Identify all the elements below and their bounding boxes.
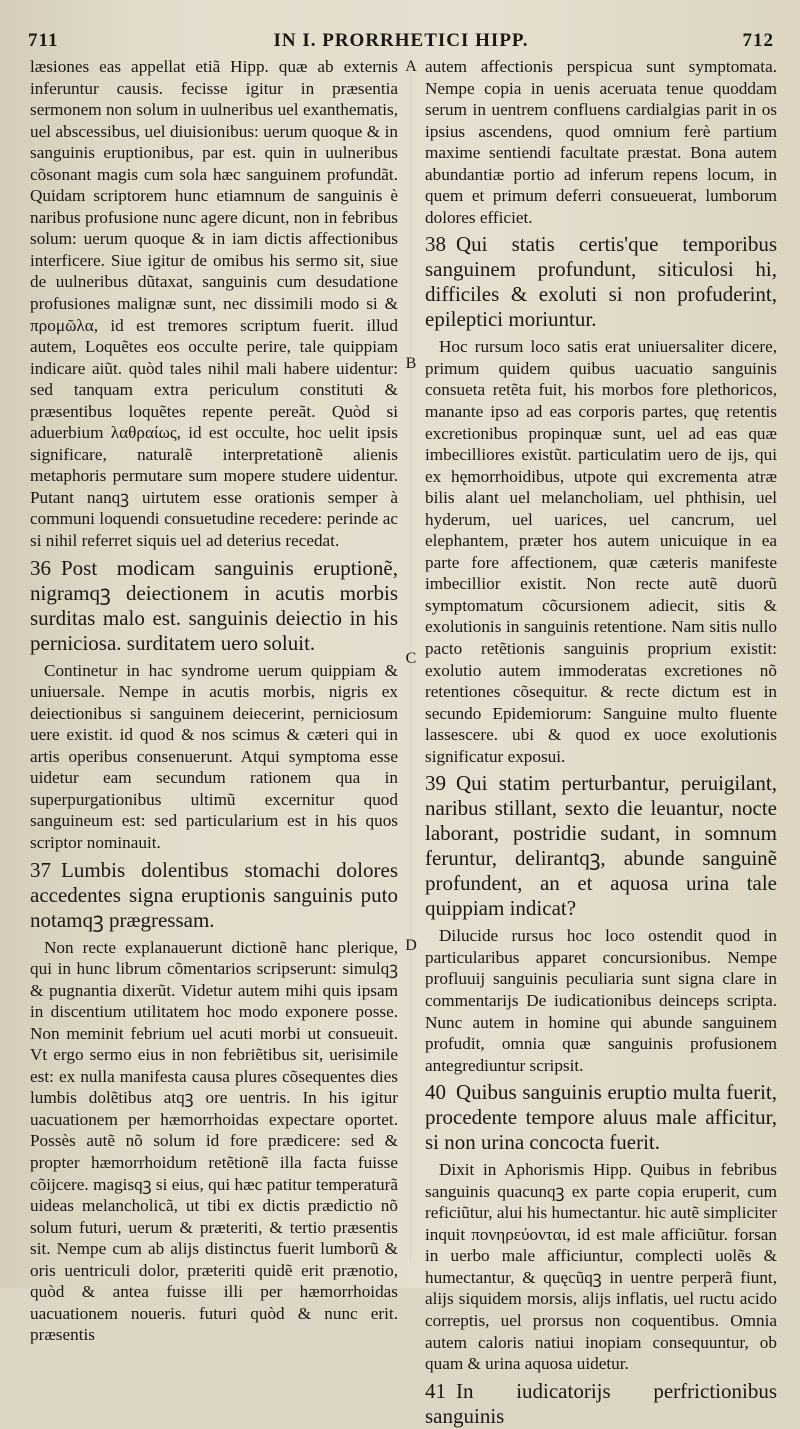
lemma-number: 38 [425,232,446,257]
lemma-40 [425,1080,777,1155]
running-title: IN I. PRORRHETICI HIPP. [273,30,529,51]
margin-letter-b: B [405,355,417,372]
lemma-number: 41 [425,1378,446,1403]
lemma-39 [425,771,777,921]
commentary-paragraph: Hoc rursum loco satis erat uniuersaliter dicere, primum quidem quibus uacuatio sanguinis consueta retẽta fuit, his morbos fore plethoricos, manante ipso ad eas corporis partes, quę retentis excretionibus propinquæ sunt, uel ad eas quæ imbecilliores existũt. particulatim uero de ijs, qui ex hęmorrhoidibus, utpote qui excrementa atræ bilis alant uel melancholiam, uel phthisin, uel hyderum, uel uarices, uel cancrum, uel elephantem, præter hos autem unicuique in ea parte fore affectionem, quæ cæteris manifeste imbecillior existit. Non recte autẽ duorũ symptomatum cõcursionem adiecit, sitis & exolutionis in sanguinis retentione. Nam sitis nullo pacto retẽtionis sanguinis proprium existit: exolutio autem immoderatas excretiones nõ retentiones cõsequitur. & recte dictum est in secundo Epidemiorum: Sanguine multo fluente lassescere. ubi & quod ex uoce exolutionis significatur exposui. [425,337,777,766]
margin-letter-d: D [405,937,417,954]
lemma-text: Post modicam sanguinis eruptionẽ, nigramqꝫ deiectionem in acutis morbis surditas malo est. sanguinis deiectio in his perniciosa. surditatem uero soluit. [30,555,398,655]
commentary-paragraph: Dixit in Aphorismis Hipp. Quibus in febribus sanguinis quacunqꝫ ex parte copia eruperit, cum reficiũtur, alui his humectantur. hic autẽ simpliciter inquit πονηρεύονται, id est male afficiũtur. forsan in uerbo male afficiuntur, complecti uolẽs & humectantur, & quęcũqꝫ in uentre perperã fiunt, alijs siquidem morsis, alijs inflatis, uel ructu acido correptis, uel prorsus non coquentibus. Omnia autem caloris natiui inopiam consequuntur, ob quam & urina aquosa uidetur. [425,1160,777,1374]
right-page-number: 712 [742,30,774,51]
lemma-37 [30,858,398,933]
lemma-text: In iudicatorijs perfrictionibus sanguinis [425,1378,777,1428]
lemma-number: 39 [425,771,446,796]
lemma-text: Quibus sanguinis eruptio multa fuerit, procedente tempore aluus male afficitur, si non urina concocta fuerit. [425,1080,777,1155]
lemma-number: 36 [30,555,51,580]
left-page-number: 711 [28,30,59,51]
margin-letter-a: A [405,58,417,75]
right-column [425,56,777,1428]
commentary-paragraph: autem affectionis perspicua sunt symptomata. Nempe copia in uenis aceruata tenue quoddam serum in uentrem confluens cardialgias parit in os ipsius ascendens, quod omnium ferè partium maxime sentiendi facultate præstat. Bona autem abundantiæ portio ad inferum repens locum, in quem et primum deferri consueuerat, lumborum dolores efficiet. [425,57,777,227]
lemma-text: Qui statis certis'que temporibus sanguinem profundunt, siticulosi hi, difficiles & exoluti si non profuderint, epileptici moriuntur. [425,232,777,332]
commentary-paragraph: læsiones eas appellat etiã Hipp. quæ ab externis inferuntur causis. fecisse igitur in præsentia sermonem non solum in uulneribus uel exanthematis, uel abscessibus, uel diuisionibus: uerum quoque & in sanguinis eruptionibus, par est. quin in uulneribus cõsonant magis cum sola hæc sanguinem profundãt. Quidam scriptorem hunc etiamnum de sanguinis è naribus profusione nunc agere dicunt, non in febribus solum: uerum quoque & in iam dictis affectionibus interficere. Siue igitur de omibus his sermo sit, siue de uulneribus dũtaxat, sanguinis cum desudatione profusiones malignæ sunt, nec dissimili modo si & προμῶλα, id est tremores scriptum fuerit. illud autem, Loquẽtes eos occulte perire, tale quippiam indicare aiũt. quòd tales nihil mali habere uidentur: sed tanquam extra periculum constituti & præsentibus loquẽtes repente pereãt. Quòd si aduerbium λαθραίως, id est occulte, hoc uelit ipsis significare, naturalẽ interpretationẽ alienis metaphoris permutare sum mopere studere uidentur. Putant nanqꝫ uirtutem esse orationis semper à communi loquendi consuetudine recedere: perinde ac si nihil referret siquis uel ad deterius recedat. [30,57,398,551]
lemma-number: 40 [425,1080,446,1105]
commentary-paragraph: Dilucide rursus hoc loco ostendit quod in particularibus apparet concursionibus. Nempe profluuij sanguinis peculiaria sunt signa clare in commentarijs De iudicationibus deinceps scripta. Nunc autem in homine qui abunde sanguinem profudit, omnia quæ sanguinis profusionem antegrediuntur scripsit. [425,926,777,1075]
lemma-41 [425,1379,777,1429]
left-column [30,56,398,1345]
lemma-number: 37 [30,857,51,882]
lemma-36 [30,556,398,656]
commentary-paragraph: Continetur in hac syndrome uerum quippiam & uniuersale. Nempe in acutis morbis, nigris ex deiectionibus si sanguinem deiecerint, perniciosum uere existit. id quod & nos scimus & cæteri qui in artis operibus consenuerunt. Atqui symptoma esse uidetur eam secundum rationem qua in superpurgationibus ultimũ excernitur quod sanguineum est: sed particularium est in his quos scriptor nominauit. [30,660,398,852]
lemma-text: Qui statim perturbantur, peruigilant, naribus stillant, sexto die leuantur, nocte laborant, postridie sudant, in somnum feruntur, delirantqꝫ, abunde sanguinẽ profundent, an et aquosa urina tale quippiam indicat? [425,771,777,921]
lemma-text: Lumbis dolentibus stomachi dolores accedentes signa eruptionis sanguinis puto notamqꝫ prægressam. [30,857,398,932]
margin-letter-c: C [405,650,417,667]
commentary-paragraph: Non recte explanauerunt dictionẽ hanc plerique, qui in hunc librum cõmentarios scripserunt: simulqꝫ & pugnantia dixerũt. Videtur autem mihi quis ipsam in discentium utilitatem hoc modo exponere posse. Non meminit febrium uel acuti morbi ut consueuit. Vt ergo sermo eius in non febriẽtibus sit, uerisimile est: ex nulla manifesta causa plures cõsequentes dies lumbis dolẽtibus atqꝫ ore uentris. In his igitur uacuationem per hæmorrhoidas expectare oportet. Possès autẽ nõ solum id fore prædicere: sed & propter hæmorrhoidum retẽtionẽ illa facta fuisse cõijcere. magisqꝫ si eius, qui hæc patitur temperaturã uideas melancholicã, ut tibi ex dictis prædictio nõ solum futuri, uerum & præteriti, & tertio præsentis sit. Nempe cum ab alijs distinctus fuerit lumborũ & oris uentriculi dolor, præteriti quidẽ erit prænotio, quòd & antea fuisse illi per hæmorrhoidas uacuationem noueris. futuri quòd & nunc erit. præsentis [30,937,398,1345]
running-header [28,30,774,54]
lemma-38 [425,232,777,332]
